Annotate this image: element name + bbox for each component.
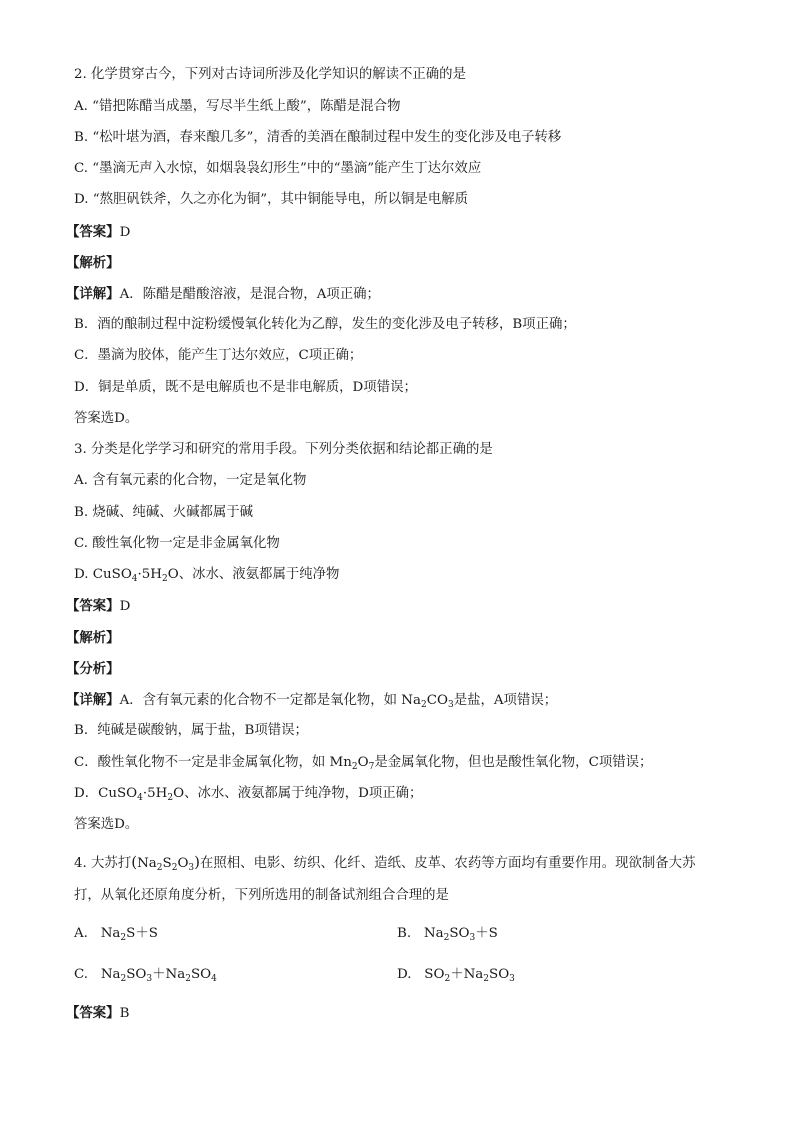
q3-conclusion: 答案选D。	[74, 817, 139, 832]
q2-option-b: B. “松叶堪为酒，春来酿几多”，清香的美酒在酿制过程中发生的变化涉及电子转移	[74, 130, 562, 145]
q3-option-b: B. 烧碱、纯碱、火碱都属于碱	[74, 505, 254, 520]
q3-option-d: D. $CuSO_4\cdot 5H_2O$、冰水、液氨都属于纯净物	[74, 567, 340, 584]
q4-option-b: B. $Na_2SO_3+S$	[397, 926, 498, 943]
answer-value: D	[119, 225, 131, 240]
q2-detail-a: 【详解】A．陈醋是醋酸溶液，是混合物，A项正确；	[66, 286, 380, 302]
q2-conclusion: 答案选D。	[74, 411, 139, 426]
formula-parens: (	[131, 853, 138, 871]
q3-detail-c: C．酸性氧化物不一定是非金属氧化物，如 $Mn_2O_7$是金属氧化物，但也是酸性氧化物，C项错误；	[74, 755, 653, 772]
q4-answer: 【答案】B	[66, 1005, 130, 1021]
q2-analysis-tag: 【解析】	[66, 255, 120, 271]
q4-stem-line2: 打，从氧化还原角度分析，下列所选用的制备试剂组合合理的是	[74, 888, 449, 903]
q3-option-a: A. 含有氧元素的化合物，一定是氧化物	[74, 473, 307, 488]
q2-detail-d: D．铜是单质，既不是电解质也不是非电解质，D项错误；	[74, 380, 417, 395]
q3-option-c: C. 酸性氧化物一定是非金属氧化物	[74, 536, 280, 551]
q2-detail-b: B．酒的酿制过程中淀粉缓慢氧化转化为乙醇，发生的变化涉及电子转移，B项正确；	[74, 317, 576, 332]
q4-option-d: D. $SO_2+Na_2SO_3$	[397, 967, 515, 984]
q2-option-d: D. “熬胆矾铁斧，久之亦化为铜”，其中铜能导电，所以铜是电解质	[74, 192, 469, 207]
q4-option-a: A. $Na_2S+S$	[74, 926, 158, 943]
q2-option-a: A. “错把陈醋当成墨，写尽半生纸上酸”，陈醋是混合物	[74, 99, 401, 114]
q2-answer	[66, 222, 734, 243]
q3-analysis-tag: 【解析】	[66, 630, 120, 646]
q4-stem-line1: 4. 大苏打$(Na_2S_2O_3)$在照相、电影、纺织、化纤、造纸、皮革、农药等方面均有重要作用。现欲制备大苏	[74, 853, 696, 873]
q3-answer: 【答案】D	[66, 598, 131, 614]
q2-stem: 2. 化学贯穿古今，下列对古诗词所涉及化学知识的解读不正确的是	[74, 67, 466, 82]
q2-option-c: C. “墨滴无声入水惊，如烟袅袅幻形生”中的“墨滴”能产生丁达尔效应	[74, 161, 482, 176]
q4-option-c: C. $Na_2SO_3+Na_2SO_4$	[74, 967, 217, 984]
q3-detail-d: D．$CuSO_4\cdot 5H_2O$、冰水、液氨都属于纯净物，D项正确；	[74, 786, 423, 803]
q3-detail-b: B．纯碱是碳酸钠，属于盐，B项错误；	[74, 723, 308, 738]
answer-tag: 【答案】	[66, 224, 120, 240]
q3-stem: 3. 分类是化学学习和研究的常用手段。下列分类依据和结论都正确的是	[74, 442, 493, 457]
q3-analyze-tag: 【分析】	[66, 661, 120, 677]
q2-detail-c: C．墨滴为胶体，能产生丁达尔效应，C项正确；	[74, 348, 363, 363]
q3-detail-a: 【详解】A．含有氧元素的化合物不一定都是氧化物，如 $Na_2CO_3$是盐，A项错误；	[66, 692, 558, 710]
